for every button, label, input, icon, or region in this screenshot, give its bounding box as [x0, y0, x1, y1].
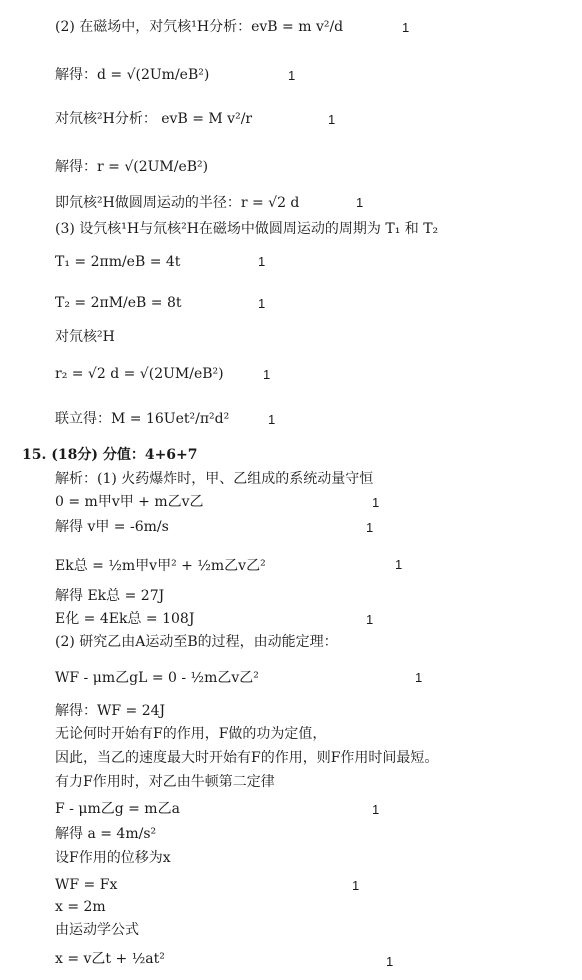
- score-20: 1: [415, 670, 423, 685]
- score-7: 1: [258, 254, 266, 269]
- line-20: WF - μm乙gL = 0 - ½m乙v乙²: [55, 670, 259, 686]
- line-11: 联立得：M = 16Uet²/π²d²: [55, 411, 230, 427]
- line-21: 解得：WF = 24J: [55, 703, 166, 719]
- score-16: 1: [395, 557, 403, 572]
- line-17: 解得 Ek总 = 27J: [55, 588, 165, 604]
- line-30: 由运动学公式: [55, 922, 139, 938]
- line-22: 无论何时开始有F的作用，F做的功为定值，: [55, 726, 327, 742]
- score-5: 1: [356, 195, 364, 210]
- line-9: 对氘核²H: [55, 329, 115, 345]
- line-6: (3) 设氕核¹H与氘核²H在磁场中做圆周运动的周期为 T₁ 和 T₂: [55, 221, 439, 237]
- line-27: 设F作用的位移为x: [55, 850, 171, 866]
- line-31: x = v乙t + ½at²: [55, 951, 165, 967]
- line-8: T₂ = 2πM/eB = 8t: [55, 295, 182, 311]
- line-19: (2) 研究乙由A运动至B的过程，由动能定理：: [55, 634, 338, 650]
- score-3: 1: [328, 112, 336, 127]
- score-18: 1: [366, 612, 374, 627]
- score-25: 1: [372, 802, 380, 817]
- line-24: 有力F作用时，对乙由牛顿第二定律: [55, 774, 275, 790]
- line-7: T₁ = 2πm/eB = 4t: [55, 254, 181, 270]
- line-3: 对氘核²H分析： evB = M v²/r: [55, 111, 253, 127]
- line-5: 即氘核²H做圆周运动的半径：r = √2 d: [55, 195, 300, 211]
- score-14: 1: [372, 495, 380, 510]
- line-28: WF = Fx: [55, 877, 118, 893]
- score-28: 1: [352, 878, 360, 893]
- line-13: 解析：(1) 火药爆炸时，甲、乙组成的系统动量守恒: [55, 471, 374, 487]
- line-2: 解得：d = √(2Um/eB²): [55, 67, 210, 83]
- line-4: 解得：r = √(2UM/eB²): [55, 159, 209, 175]
- line-16: Ek总 = ½m甲v甲² + ½m乙v乙²: [55, 558, 266, 574]
- line-18: E化 = 4Ek总 = 108J: [55, 611, 195, 627]
- line-26: 解得 a = 4m/s²: [55, 826, 157, 842]
- score-15: 1: [366, 520, 374, 535]
- score-11: 1: [268, 412, 276, 427]
- score-2: 1: [288, 68, 296, 83]
- score-31: 1: [386, 954, 394, 969]
- score-1: 1: [402, 20, 410, 35]
- line-25: F - μm乙g = m乙a: [55, 801, 180, 817]
- score-10: 1: [263, 367, 271, 382]
- line-1: (2) 在磁场中，对氕核¹H分析：evB = m v²/d: [55, 19, 344, 35]
- line-29: x = 2m: [55, 899, 106, 915]
- line-15: 解得 v甲 = -6m/s: [55, 519, 169, 535]
- line-10: r₂ = √2 d = √(2UM/eB²): [55, 366, 224, 382]
- line-14: 0 = m甲v甲 + m乙v乙: [55, 494, 204, 510]
- line-23: 因此，当乙的速度最大时开始有F的作用，则F作用时间最短。: [55, 750, 439, 766]
- score-8: 1: [258, 296, 266, 311]
- line-12: 15. (18分) 分值：4+6+7: [22, 447, 198, 463]
